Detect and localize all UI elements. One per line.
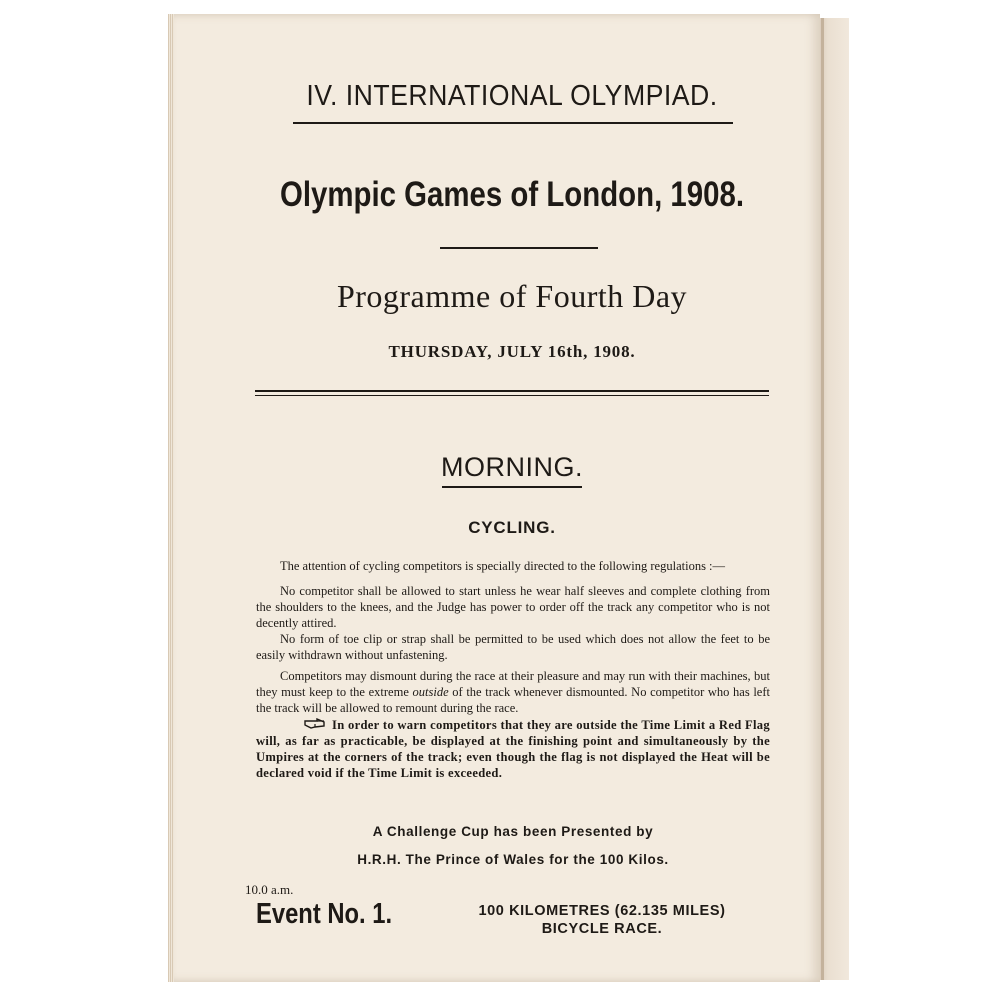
regulation-dismount-text: Competitors may dismount during the race at their pleasure and may run with their machines, but they must keep to the extreme (256, 669, 770, 699)
event-number: Event No. 1. (256, 898, 393, 930)
olympiad-heading: IV. INTERNATIONAL OLYMPIAD. (306, 80, 718, 112)
challenge-cup-note (256, 818, 770, 874)
regulations-intro: The attention of cycling competitors is specially directed to the following regulations :— (280, 559, 726, 573)
event-description (426, 902, 778, 938)
regulation-dismount-text-end: of the track whenever dismounted. No competitor who has left the track will be allowed to remount during the race. (256, 685, 770, 715)
adjacent-page-edge (818, 18, 849, 980)
challenge-line-1: A Challenge Cup has been Presented by (372, 824, 654, 839)
event-time: 10.0 a.m. (245, 882, 294, 897)
session-heading: MORNING. (441, 452, 583, 482)
regulation-dismount (256, 668, 770, 716)
regulation-toe-clip: No form of toe clip or strap shall be permitted to be used which does not allow the feet to be easily withdrawn without unfastening. (256, 632, 770, 662)
regulation-dismount-emphasis: outside (412, 685, 449, 699)
title-divider (440, 247, 598, 249)
time-limit-notice (256, 717, 770, 781)
page-stack-edge (168, 14, 174, 982)
heading-underline (293, 122, 733, 124)
regulation-clothing: No competitor shall be allowed to start unless he wear half sleeves and complete clothing from the shoulders to the knees, and the Judge has power to order off the track any competitor who is not decently attired. (256, 584, 770, 630)
sport-heading: CYCLING. (468, 518, 556, 537)
double-rule-top (255, 390, 769, 392)
double-rule-bottom (255, 395, 769, 396)
event-line-2: BICYCLE RACE. (541, 921, 663, 937)
games-title: Olympic Games of London, 1908. (280, 175, 744, 214)
challenge-line-2: H.R.H. The Prince of Wales for the 100 Kilos. (357, 852, 669, 867)
programme-subtitle: Programme of Fourth Day (336, 278, 688, 314)
event-line-1: 100 KILOMETRES (62.135 MILES) (478, 903, 726, 919)
programme-date: THURSDAY, JULY 16th, 1908. (388, 342, 636, 361)
pointing-hand-icon (280, 717, 326, 733)
time-limit-notice-text: In order to warn competitors that they are outside the Time Limit a Red Flag will, as far as practicable, be displayed at the finishing point and simultaneously by the Umpires at the corners of the track; even though the flag is not displayed the Heat will be declared void if the Time Limit is exceeded. (256, 718, 770, 780)
session-underline (442, 486, 582, 488)
